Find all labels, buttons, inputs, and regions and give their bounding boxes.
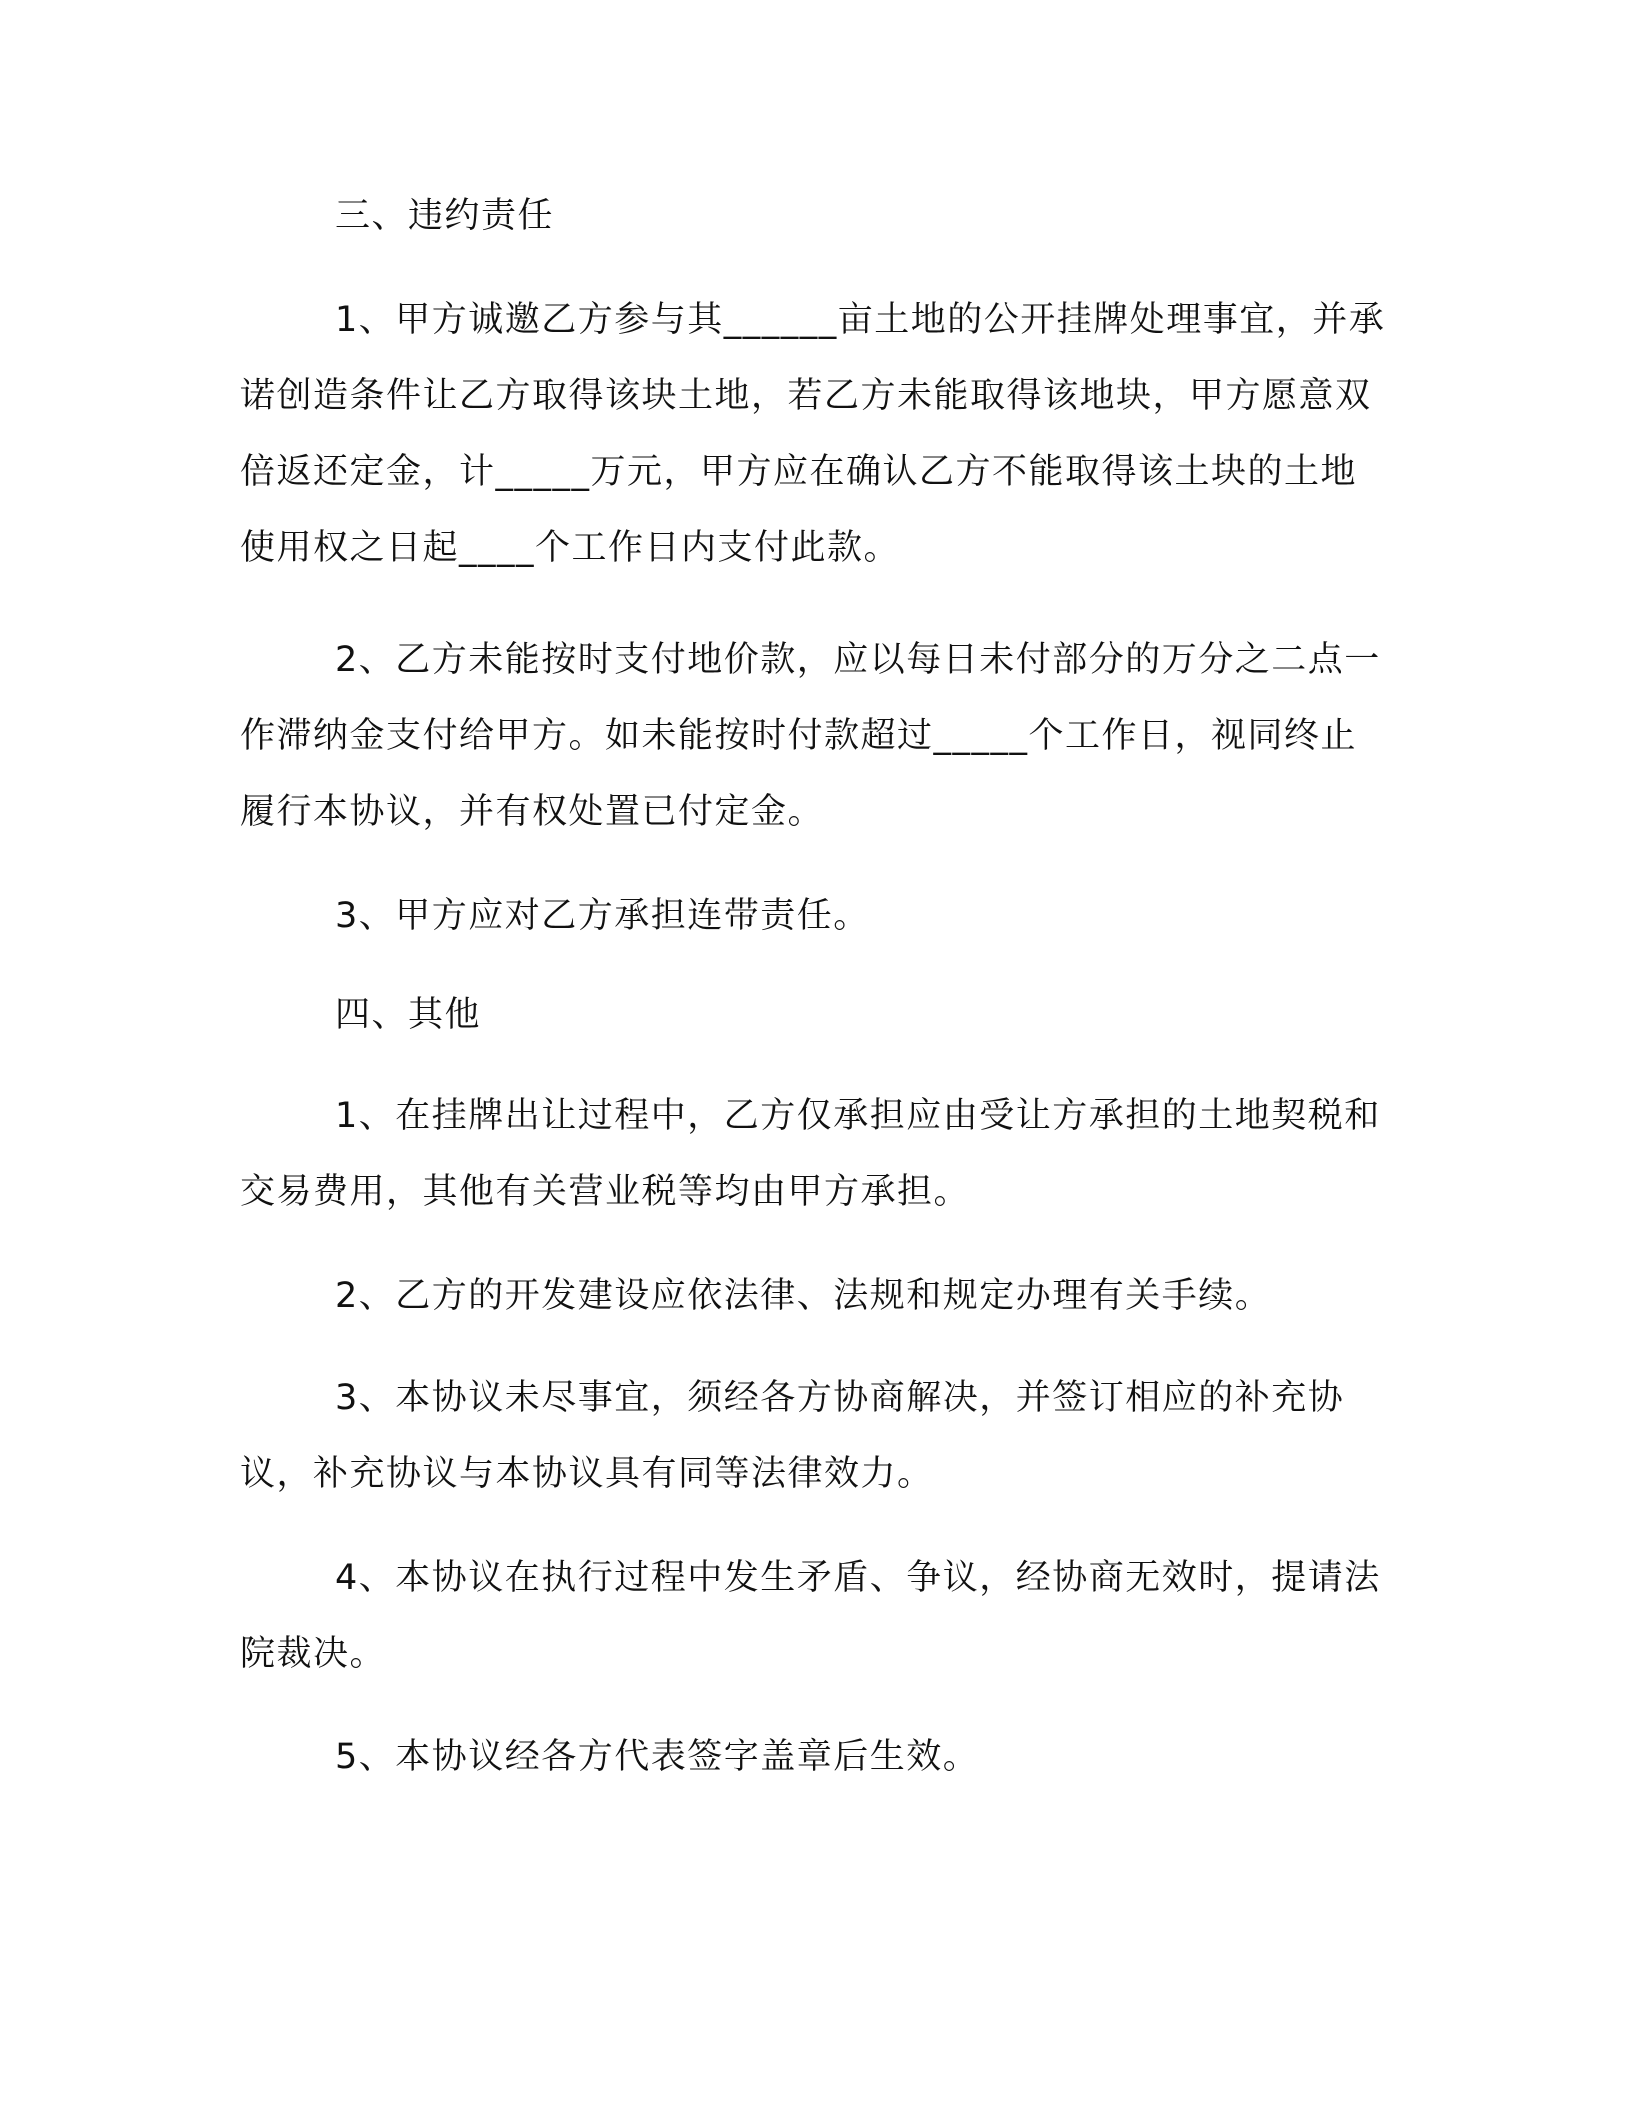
- clause-other-3: 3、本协议未尽事宜，须经各方协商解决，并签订相应的补充协议，补充协议与本协议具有同等法律效力。: [240, 1378, 1345, 1494]
- clause-other-4: 4、本协议在执行过程中发生矛盾、争议，经协商无效时，提请法院裁决。: [240, 1558, 1381, 1674]
- clause-other-1: 1、在挂牌出让过程中，乙方仅承担应由受让方承担的土地契税和交易费用，其他有关营业税等均由甲方承担。: [240, 1096, 1381, 1212]
- section-heading-breach: 三、违约责任: [335, 196, 555, 236]
- clause-other-5: 5、本协议经各方代表签字盖章后生效。: [335, 1737, 980, 1777]
- clause-breach-2: 2、乙方未能按时支付地价款，应以每日未付部分的万分之二点一作滞纳金支付给甲方。如未能按时付款超过_____个工作日，视同终止履行本协议，并有权处置已付定金。: [240, 640, 1381, 832]
- section-heading-other: 四、其他: [335, 995, 482, 1035]
- clause-breach-1: 1、甲方诚邀乙方参与其______亩土地的公开挂牌处理事宜，并承诺创造条件让乙方取得该块土地，若乙方未能取得该地块，甲方愿意双倍返还定金，计_____万元，甲方应在确认乙方不能取得该土块的土地使用权之日起____个工作日内支付此款。: [240, 300, 1386, 568]
- clause-breach-3: 3、甲方应对乙方承担连带责任。: [335, 896, 870, 936]
- clause-other-2: 2、乙方的开发建设应依法律、法规和规定办理有关手续。: [335, 1276, 1272, 1316]
